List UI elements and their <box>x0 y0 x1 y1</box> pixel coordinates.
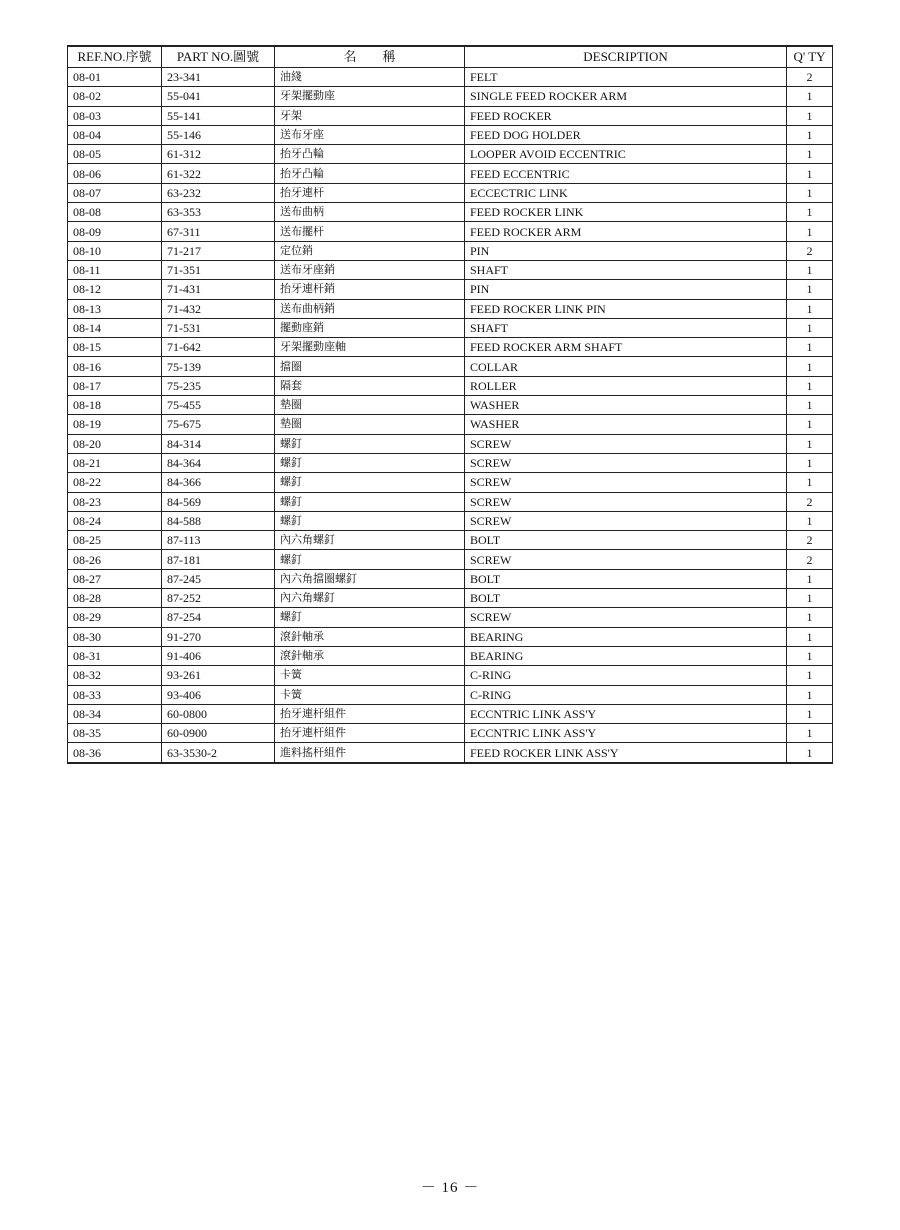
ref-no-cell: 08-28 <box>68 589 162 608</box>
part-no-cell: 84-364 <box>162 453 275 472</box>
table-row <box>68 145 833 164</box>
qty-cell: 1 <box>787 724 833 743</box>
name-cell: 牙架擺動座 <box>275 87 465 106</box>
table-row <box>68 299 833 318</box>
description-cell: SCREW <box>465 608 787 627</box>
header-qty: Q' TY <box>787 46 833 68</box>
qty-cell: 1 <box>787 260 833 279</box>
part-no-cell: 75-675 <box>162 415 275 434</box>
table-row <box>68 260 833 279</box>
ref-no-cell: 08-19 <box>68 415 162 434</box>
part-no-cell: 87-245 <box>162 569 275 588</box>
part-no-cell: 75-139 <box>162 357 275 376</box>
qty-cell: 1 <box>787 704 833 723</box>
table-row <box>68 241 833 260</box>
qty-cell: 1 <box>787 685 833 704</box>
part-no-cell: 63-232 <box>162 183 275 202</box>
part-no-cell: 23-341 <box>162 68 275 87</box>
part-no-cell: 55-146 <box>162 125 275 144</box>
ref-no-cell: 08-07 <box>68 183 162 202</box>
description-cell: ECCNTRIC LINK ASS'Y <box>465 704 787 723</box>
description-cell: C-RING <box>465 685 787 704</box>
description-cell: PIN <box>465 280 787 299</box>
ref-no-cell: 08-29 <box>68 608 162 627</box>
ref-no-cell: 08-21 <box>68 453 162 472</box>
table-row <box>68 685 833 704</box>
qty-cell: 1 <box>787 183 833 202</box>
table-row <box>68 106 833 125</box>
name-cell: 擺動座銷 <box>275 318 465 337</box>
description-cell: SCREW <box>465 550 787 569</box>
description-cell: LOOPER AVOID ECCENTRIC <box>465 145 787 164</box>
part-no-cell: 61-322 <box>162 164 275 183</box>
qty-cell: 1 <box>787 569 833 588</box>
name-cell: 抬牙連杆組件 <box>275 704 465 723</box>
part-no-cell: 60-0800 <box>162 704 275 723</box>
ref-no-cell: 08-09 <box>68 222 162 241</box>
qty-cell: 1 <box>787 396 833 415</box>
description-cell: FEED ROCKER LINK ASS'Y <box>465 743 787 763</box>
part-no-cell: 55-041 <box>162 87 275 106</box>
table-row <box>68 569 833 588</box>
qty-cell: 1 <box>787 453 833 472</box>
description-cell: FELT <box>465 68 787 87</box>
qty-cell: 1 <box>787 222 833 241</box>
name-cell: 內六角螺釘 <box>275 531 465 550</box>
name-cell: 卡簧 <box>275 685 465 704</box>
name-cell: 進料搖杆組件 <box>275 743 465 763</box>
qty-cell: 2 <box>787 241 833 260</box>
name-cell: 定位銷 <box>275 241 465 260</box>
name-cell: 抬牙凸輪 <box>275 164 465 183</box>
qty-cell: 1 <box>787 376 833 395</box>
qty-cell: 1 <box>787 743 833 763</box>
part-no-cell: 87-252 <box>162 589 275 608</box>
qty-cell: 1 <box>787 338 833 357</box>
part-no-cell: 84-569 <box>162 492 275 511</box>
qty-cell: 2 <box>787 531 833 550</box>
description-cell: ROLLER <box>465 376 787 395</box>
qty-cell: 1 <box>787 589 833 608</box>
header-part-no: PART NO.圖號 <box>162 46 275 68</box>
qty-cell: 1 <box>787 608 833 627</box>
name-cell: 墊圈 <box>275 396 465 415</box>
part-no-cell: 87-113 <box>162 531 275 550</box>
description-cell: COLLAR <box>465 357 787 376</box>
part-no-cell: 75-455 <box>162 396 275 415</box>
part-no-cell: 71-431 <box>162 280 275 299</box>
name-cell: 油綫 <box>275 68 465 87</box>
ref-no-cell: 08-14 <box>68 318 162 337</box>
description-cell: PIN <box>465 241 787 260</box>
ref-no-cell: 08-15 <box>68 338 162 357</box>
ref-no-cell: 08-36 <box>68 743 162 763</box>
qty-cell: 1 <box>787 434 833 453</box>
part-no-cell: 71-217 <box>162 241 275 260</box>
name-cell: 螺釘 <box>275 473 465 492</box>
table-row <box>68 608 833 627</box>
ref-no-cell: 08-12 <box>68 280 162 299</box>
table-row <box>68 550 833 569</box>
table-row <box>68 434 833 453</box>
qty-cell: 1 <box>787 125 833 144</box>
table-row <box>68 396 833 415</box>
description-cell: SHAFT <box>465 318 787 337</box>
description-cell: FEED DOG HOLDER <box>465 125 787 144</box>
name-cell: 螺釘 <box>275 511 465 530</box>
ref-no-cell: 08-04 <box>68 125 162 144</box>
table-row <box>68 222 833 241</box>
name-cell: 滾針軸承 <box>275 627 465 646</box>
table-header-row <box>68 46 833 68</box>
ref-no-cell: 08-10 <box>68 241 162 260</box>
part-no-cell: 91-406 <box>162 646 275 665</box>
description-cell: FEED ROCKER ARM SHAFT <box>465 338 787 357</box>
name-cell: 內六角擋圈螺釘 <box>275 569 465 588</box>
ref-no-cell: 08-06 <box>68 164 162 183</box>
ref-no-cell: 08-18 <box>68 396 162 415</box>
qty-cell: 1 <box>787 164 833 183</box>
name-cell: 墊圈 <box>275 415 465 434</box>
table-row <box>68 666 833 685</box>
table-row <box>68 511 833 530</box>
ref-no-cell: 08-17 <box>68 376 162 395</box>
qty-cell: 1 <box>787 145 833 164</box>
name-cell: 送布擺杆 <box>275 222 465 241</box>
ref-no-cell: 08-13 <box>68 299 162 318</box>
table-row <box>68 338 833 357</box>
ref-no-cell: 08-34 <box>68 704 162 723</box>
name-cell: 抬牙連杆 <box>275 183 465 202</box>
part-no-cell: 87-254 <box>162 608 275 627</box>
description-cell: FEED ROCKER ARM <box>465 222 787 241</box>
page-number: － 16 － <box>420 1180 480 1196</box>
name-cell: 送布牙座 <box>275 125 465 144</box>
table-row <box>68 627 833 646</box>
table-row <box>68 68 833 87</box>
part-no-cell: 71-531 <box>162 318 275 337</box>
part-no-cell: 63-3530-2 <box>162 743 275 763</box>
description-cell: BEARING <box>465 646 787 665</box>
table-row <box>68 704 833 723</box>
description-cell: FEED ROCKER <box>465 106 787 125</box>
qty-cell: 2 <box>787 68 833 87</box>
table-row <box>68 415 833 434</box>
name-cell: 隔套 <box>275 376 465 395</box>
qty-cell: 1 <box>787 203 833 222</box>
description-cell: SCREW <box>465 492 787 511</box>
qty-cell: 1 <box>787 666 833 685</box>
table-row <box>68 87 833 106</box>
description-cell: BEARING <box>465 627 787 646</box>
part-no-cell: 93-261 <box>162 666 275 685</box>
name-cell: 螺釘 <box>275 453 465 472</box>
ref-no-cell: 08-20 <box>68 434 162 453</box>
ref-no-cell: 08-32 <box>68 666 162 685</box>
table-row <box>68 473 833 492</box>
qty-cell: 1 <box>787 646 833 665</box>
name-cell: 送布曲柄銷 <box>275 299 465 318</box>
qty-cell: 1 <box>787 299 833 318</box>
qty-cell: 2 <box>787 550 833 569</box>
qty-cell: 1 <box>787 415 833 434</box>
description-cell: ECCNTRIC LINK ASS'Y <box>465 724 787 743</box>
name-cell: 送布曲柄 <box>275 203 465 222</box>
name-cell: 螺釘 <box>275 550 465 569</box>
table-row <box>68 646 833 665</box>
description-cell: FEED ROCKER LINK PIN <box>465 299 787 318</box>
table-row <box>68 357 833 376</box>
ref-no-cell: 08-35 <box>68 724 162 743</box>
table-row <box>68 125 833 144</box>
part-no-cell: 84-366 <box>162 473 275 492</box>
ref-no-cell: 08-30 <box>68 627 162 646</box>
ref-no-cell: 08-02 <box>68 87 162 106</box>
part-no-cell: 60-0900 <box>162 724 275 743</box>
qty-cell: 1 <box>787 106 833 125</box>
name-cell: 內六角螺釘 <box>275 589 465 608</box>
qty-cell: 1 <box>787 473 833 492</box>
ref-no-cell: 08-27 <box>68 569 162 588</box>
description-cell: BOLT <box>465 531 787 550</box>
ref-no-cell: 08-23 <box>68 492 162 511</box>
description-cell: ECCECTRIC LINK <box>465 183 787 202</box>
ref-no-cell: 08-31 <box>68 646 162 665</box>
header-name: 名 稱 <box>275 46 465 68</box>
part-no-cell: 55-141 <box>162 106 275 125</box>
description-cell: SCREW <box>465 453 787 472</box>
description-cell: WASHER <box>465 396 787 415</box>
table-row <box>68 203 833 222</box>
table-row <box>68 164 833 183</box>
ref-no-cell: 08-11 <box>68 260 162 279</box>
ref-no-cell: 08-33 <box>68 685 162 704</box>
description-cell: SCREW <box>465 473 787 492</box>
ref-no-cell: 08-16 <box>68 357 162 376</box>
table-row <box>68 492 833 511</box>
table-row <box>68 724 833 743</box>
part-no-cell: 84-588 <box>162 511 275 530</box>
table-row <box>68 183 833 202</box>
table-row <box>68 743 833 763</box>
name-cell: 螺釘 <box>275 492 465 511</box>
header-ref-no: REF.NO.序號 <box>68 46 162 68</box>
part-no-cell: 93-406 <box>162 685 275 704</box>
description-cell: SCREW <box>465 434 787 453</box>
name-cell: 牙架 <box>275 106 465 125</box>
header-description: DESCRIPTION <box>465 46 787 68</box>
table-row <box>68 589 833 608</box>
name-cell: 抬牙連杆組件 <box>275 724 465 743</box>
part-no-cell: 71-642 <box>162 338 275 357</box>
description-cell: SCREW <box>465 511 787 530</box>
description-cell: BOLT <box>465 589 787 608</box>
ref-no-cell: 08-24 <box>68 511 162 530</box>
ref-no-cell: 08-08 <box>68 203 162 222</box>
part-no-cell: 87-181 <box>162 550 275 569</box>
ref-no-cell: 08-25 <box>68 531 162 550</box>
name-cell: 滾針軸承 <box>275 646 465 665</box>
description-cell: WASHER <box>465 415 787 434</box>
qty-cell: 1 <box>787 318 833 337</box>
ref-no-cell: 08-26 <box>68 550 162 569</box>
qty-cell: 1 <box>787 357 833 376</box>
qty-cell: 1 <box>787 280 833 299</box>
part-no-cell: 75-235 <box>162 376 275 395</box>
part-no-cell: 67-311 <box>162 222 275 241</box>
ref-no-cell: 08-03 <box>68 106 162 125</box>
part-no-cell: 71-351 <box>162 260 275 279</box>
table-row <box>68 453 833 472</box>
name-cell: 牙架擺動座軸 <box>275 338 465 357</box>
table-row <box>68 531 833 550</box>
name-cell: 送布牙座銷 <box>275 260 465 279</box>
description-cell: SINGLE FEED ROCKER ARM <box>465 87 787 106</box>
ref-no-cell: 08-05 <box>68 145 162 164</box>
description-cell: SHAFT <box>465 260 787 279</box>
table-body <box>68 68 833 763</box>
name-cell: 螺釘 <box>275 608 465 627</box>
name-cell: 抬牙凸輪 <box>275 145 465 164</box>
name-cell: 螺釘 <box>275 434 465 453</box>
qty-cell: 1 <box>787 87 833 106</box>
name-cell: 抬牙連杆銷 <box>275 280 465 299</box>
part-no-cell: 71-432 <box>162 299 275 318</box>
name-cell: 擋圈 <box>275 357 465 376</box>
table-row <box>68 376 833 395</box>
part-no-cell: 61-312 <box>162 145 275 164</box>
description-cell: BOLT <box>465 569 787 588</box>
qty-cell: 2 <box>787 492 833 511</box>
ref-no-cell: 08-01 <box>68 68 162 87</box>
description-cell: FEED ROCKER LINK <box>465 203 787 222</box>
name-cell: 卡簧 <box>275 666 465 685</box>
parts-table <box>67 45 833 764</box>
part-no-cell: 84-314 <box>162 434 275 453</box>
part-no-cell: 91-270 <box>162 627 275 646</box>
description-cell: C-RING <box>465 666 787 685</box>
description-cell: FEED ECCENTRIC <box>465 164 787 183</box>
qty-cell: 1 <box>787 511 833 530</box>
table-row <box>68 280 833 299</box>
part-no-cell: 63-353 <box>162 203 275 222</box>
qty-cell: 1 <box>787 627 833 646</box>
table-row <box>68 318 833 337</box>
ref-no-cell: 08-22 <box>68 473 162 492</box>
